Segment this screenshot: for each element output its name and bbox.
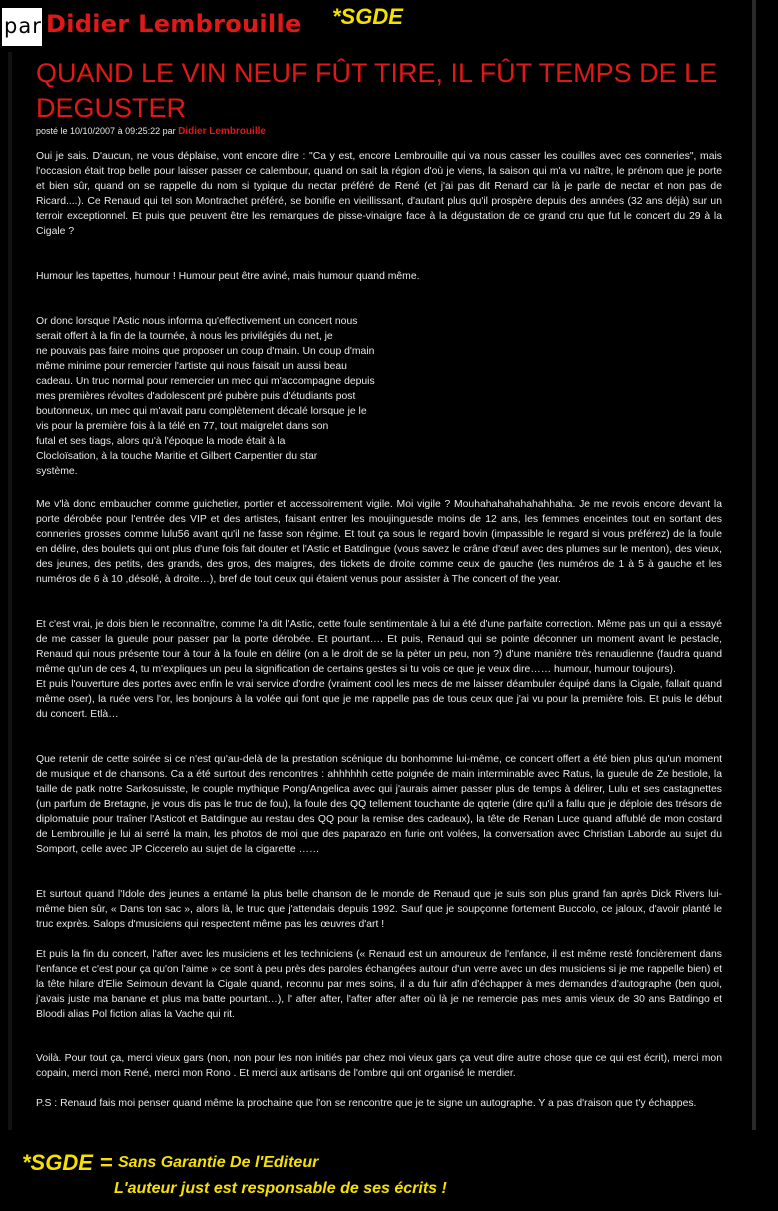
paragraph-ps: P.S : Renaud fais moi penser quand même la prochaine que l'on se rencontre que je te signe un autographe. Y a pas d'raison que t'y échappes. <box>36 1098 697 1109</box>
paragraph-humour: Humour les tapettes, humour ! Humour peut être aviné, mais humour quand même. <box>36 271 420 282</box>
paragraph-idole: Et surtout quand l'Idole des jeunes a entamé la plus belle chanson de le monde de Renaud que je suis son plus grand fan après Dick Rivers lui-même bien sûr, « Dans ton sac », alors là, le truc que j'attendais depuis 1992. Sauf que je soupçonne fortement Buccolo, ce jaloux, d'avoir planté le truc exprès. Salops d'musiciens qui respectent même pas les œuvres d'art ! <box>36 889 722 930</box>
footer-sgde-tag: *SGDE <box>22 1150 93 1175</box>
paragraph-intro: Oui je sais. D'aucun, ne vous déplaise, vont encore dire : "Ca y est, encore Lembrouille qui va nous casser les couilles avec ces conneries", mais l'occasion était trop belle pour laisser passer ce calembour, quand on sait la région d'où je viens, la saison qui m'a vu naître, le prénom que je porte et bien sûr, quand on se rappelle du nom si typique du nectar préféré de René (et j'ai pas dit Renard car là je parle de nectar et non pas de Ricard....). Ce Renaud qui tel son Montrachet préféré, se bonifie en vieillissant, d'autant plus qu'il prospère depuis des années (32 ans déjà) sur un terroir exceptionnel. Et puis que peuvent être les remarques de pisse-vinaigre face à la dégustation de ce grand cru que fut le concert du 29 à la Cigale ? <box>36 151 722 237</box>
footer-band <box>0 1130 778 1211</box>
paragraph-soiree: Que retenir de cette soirée si ce n'est qu'au-delà de la prestation scénique du bonhomme lui-même, ce concert offert a été bien plus qu'un moment de musique et de chansons. Ca a été surtout des rencontres : ahhhhhh cette poignée de main interminable avec Ratus, la gueule de Ze bestiole, la taille de patk notre Sarkosuisste, le couple mythique Pong/Angelica avec qui j'aurais aimer passer plus de temps à délirer, Lulu et ses castagnettes (un parfum de Bretagne, je vous dis pas le truc de fou), la foule des QQ tellement touchante de qqterie (dire qu'il a fallu que je déploie des trésors de diplomatuie pour traîner l'Asticot et Batdingue au restau des QQ pour la remise des cadeaux), la tête de Renan Luce quand affublé de mon costard de Lembrouille je lui ai serré la main, les photos de moi que des paparazo en furie ont volées, la conversation avec Christian Laborde au sujet du Somport, celle avec JP Ciccerelo au sujet de la cigarette …… <box>36 754 722 855</box>
meta-author-link[interactable]: Didier Lembrouille <box>178 126 266 137</box>
paragraph-voila: Voilà. Pour tout ça, merci vieux gars (non, non pour les non initiés par chez moi vieux gars ça veut dire autre chose que ce qui est écrit), merci mon copain, merci mon René, merci mon Rono . Et merci aux artisans de l'ombre qui ont organisé le merdier. <box>36 1053 722 1079</box>
footer-disclaimer-line1: Sans Garantie De l'Editeur <box>118 1154 319 1171</box>
meta-posted-date: posté le 10/10/2007 à 09:25:22 par <box>36 126 176 136</box>
header-sgde-tag: *SGDE <box>332 4 403 29</box>
left-border <box>8 52 12 1130</box>
paragraph-after: Et puis la fin du concert, l'after avec les musiciens et les techniciens (« Renaud est un amoureux de l'enfance, il est même resté foncièrement dans l'enfance et c'est pour ça qu'on l'aime » ce sont à peu près des paroles échangées autour d'un verre avec un des musiciens si je me rappelle bien) et la tête hilare d'Elie Seimoun devant la Cigale quand, reconnu par mes soins, il a du fuir afin d'échapper à mes demandes d'autographe (ben quoi, j'avais juste ma banane et plus ma batte pourtant…), l' after after, l'after after after où là je ne remercie pas mes amis vieux de 30 ans Batdingo et Bloodi alias Pol fiction alias la Vache qui rit. <box>36 949 722 1020</box>
article <box>30 52 752 1130</box>
paragraph-vigile: Me v'là donc embaucher comme guichetier, portier et accessoirement vigile. Moi vigile ? Mouhahahahahahahhaha. Je me revois encore devant la porte dérobée pour l'entrée des VIP et des artistes, faisant entrer les moujinguesde moins de 12 ans, les femmes enceintes tout en sortant des conneries grosses comme lulu56 avant qu'il ne fasse son régime. Et tout ça sous le regard bovin (impassible le regard si vous préférez) de la foule en délire, des boulets qui ont plus d'une fois fait douter et l'Astic et Batdingue (vous savez le crâne d'œuf avec des plumes sur le menton), des vieux, des jeunes, des petits, des grands, des gros, des maigres, des tickets de droite comme ceux de gauche (les numéros de 1 à 5 à gauche et les numéros de 6 à 10 ,désolé, à droite…), bref de tout ceux qui étaient venus pour assister à The concert of the year. <box>36 499 722 585</box>
header-author-name: Didier Lembrouille <box>46 10 302 38</box>
par-label: par <box>4 14 42 38</box>
right-edge <box>756 0 778 1130</box>
article-title: QUAND LE VIN NEUF FÛT TIRE, IL FÛT TEMPS DE LE DEGUSTER <box>36 58 718 123</box>
footer-disclaimer-line2: L'auteur just est responsable de ses écrits ! <box>114 1180 447 1197</box>
footer-equals: = <box>100 1150 113 1175</box>
article-meta <box>36 126 266 137</box>
paragraph-foule: Et c'est vrai, je dois bien le reconnaître, comme l'a dit l'Astic, cette foule sentimentale à lui a été d'une parfaite correction. Même pas un qui a essayé de me casser la gueule pour passer par la porte dérobée. Et pourtant…. Et puis, Renaud qui se pointe déconner un moment avant le pestacle, Renaud qui nous présente tour à tour à la foule en délire (on a le droit de se la pèter un peu, non ?) d'une manière très renaudienne (faudra quand même qu'un de ces 4, tu m'expliques un peu la signification de certains gestes si tu vois ce que je veux dire…… humour, humour toujours). Et puis l'ouverture des portes avec enfin le vrai service d'ordre (vraiment cool les mecs de me laisser déambuler équipé dans la Cigale, fallait quand même oser), la ruée vers l'or, les bonjours à la volée qui font que je me rappelle pas de tous ceux que j'ai vu pour la première fois. Et puis le début du concert. Etlà… <box>36 619 722 720</box>
paragraph-astic: Or donc lorsque l'Astic nous informa qu'effectivement un concert nous serait offert à la fin de la tournée, à nous les privilégiés du net, je ne pouvais pas faire moins que proposer un coup d'main. Un coup d'main même minime pour remercier l'artiste qui nous faisait un aussi beau cadeau. Un truc normal pour remercier un mec qui m'accompagne depuis mes premières révoltes d'adolescent pré pubère puis d'étudiants post boutonneux, un mec qui m'avait paru complètement décalé lorsque je le vis pour la première fois à la télé en 77, tout maigrelet dans son futal et ses tiags, alors qu'à l'époque la mode était à la Clocloïsation, à la touche Maritie et Gilbert Carpentier du star système. <box>36 316 375 477</box>
